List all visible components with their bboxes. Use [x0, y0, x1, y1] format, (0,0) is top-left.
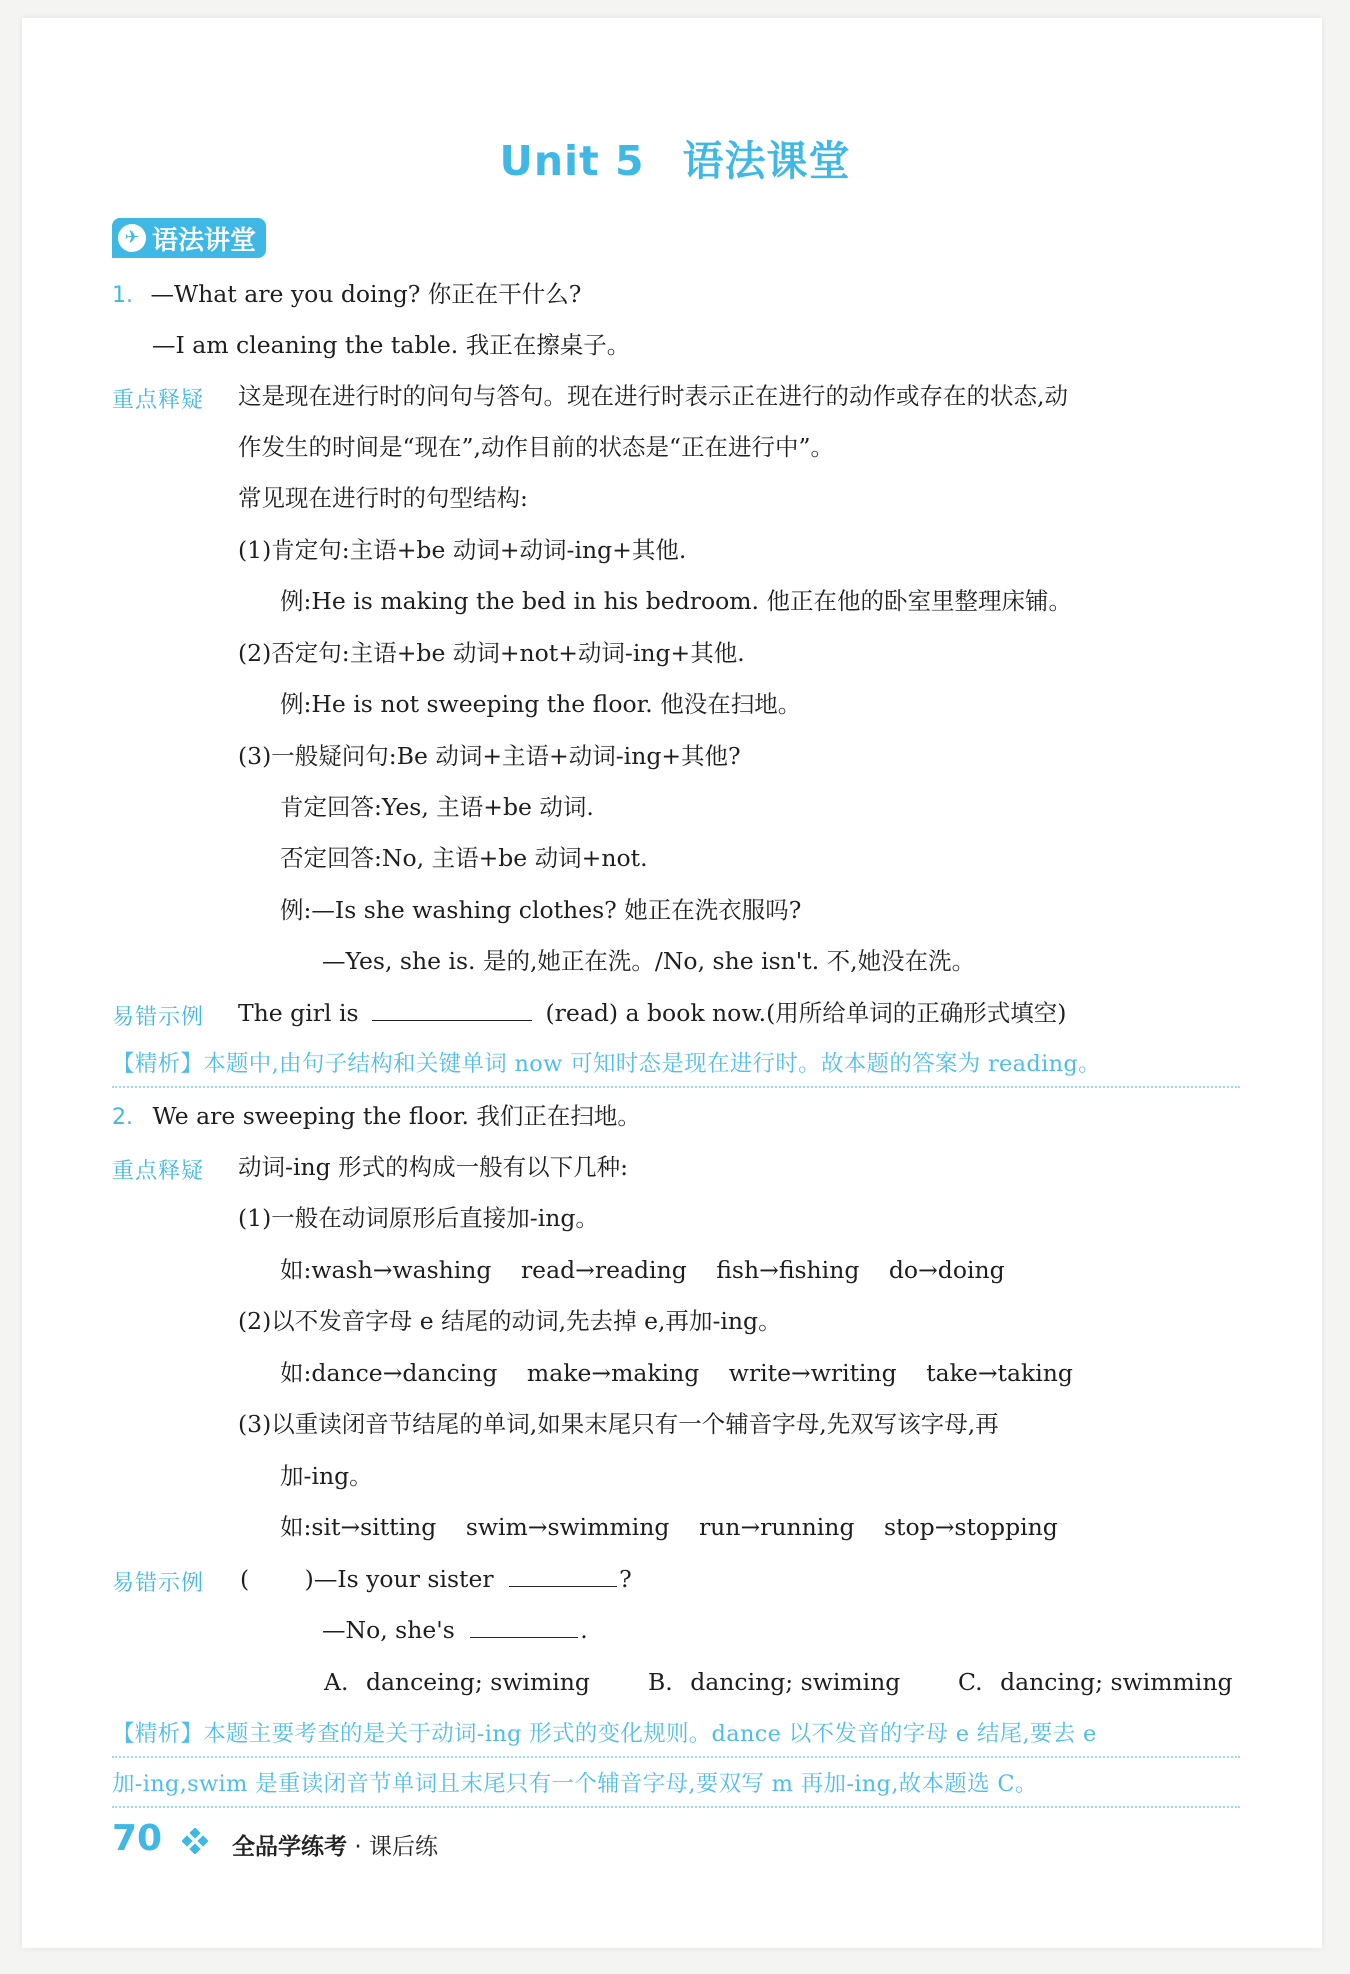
example-word: fish: [716, 1256, 760, 1284]
item2-answer: [322, 1614, 588, 1646]
example-word: do: [888, 1256, 919, 1284]
arrow-icon: →: [340, 1513, 361, 1541]
item1-explain-1: 这是现在进行时的问句与答句。现在进行时表示正在进行的动作或存在的状态,动: [238, 382, 1068, 410]
footer-brand: 全品学练考: [232, 1834, 347, 1860]
unit-topic: 语法课堂: [682, 137, 851, 185]
arrow-icon: →: [527, 1513, 548, 1541]
item2-answer-text: —No, she's: [322, 1616, 455, 1644]
arrow-icon: →: [934, 1513, 955, 1541]
example-word: write: [728, 1359, 792, 1387]
option-c[interactable]: [958, 1666, 1233, 1698]
example-word: take: [926, 1359, 978, 1387]
page-number: 70: [112, 1818, 163, 1859]
item1-error-label: 易错示例: [112, 1005, 205, 1030]
option-key: B.: [648, 1668, 673, 1696]
item1-error-text-a: The girl is: [238, 999, 359, 1027]
item1-number: 1.: [112, 283, 133, 308]
item1-structure-3-example-2: —Yes, she is. 是的,她正在洗。/No, she isn't. 不,她没在洗。: [322, 947, 976, 975]
item2-rule-1: (1)一般在动词原形后直接加-ing。: [238, 1204, 599, 1232]
answer-paren-open: (: [240, 1565, 250, 1593]
item1-structure-2-example: 例:He is not sweeping the floor. 他没在扫地。: [280, 690, 802, 718]
example-word: swimming: [547, 1513, 670, 1541]
item1-answer: —I am cleaning the table. 我正在擦桌子。: [152, 331, 631, 359]
example-prefix: 如:: [280, 1256, 312, 1284]
item1-error-example: [238, 997, 1066, 1029]
answer-blank[interactable]: [509, 1586, 617, 1587]
option-a[interactable]: [324, 1666, 590, 1698]
example-word: washing: [392, 1256, 492, 1284]
item1-structure-2: (2)否定句:主语+be 动词+not+动词-ing+其他.: [238, 639, 745, 667]
dotted-divider: [112, 1756, 1240, 1758]
item1-structure-3-example-1: 例:—Is she washing clothes? 她正在洗衣服吗?: [280, 896, 802, 924]
footer-title: [232, 1828, 438, 1861]
section-badge: [112, 218, 266, 258]
example-word: read: [520, 1256, 576, 1284]
arrow-icon: →: [575, 1256, 595, 1284]
item2-rule-2-examples: [280, 1357, 1073, 1389]
item2-answer-end: .: [580, 1616, 588, 1644]
rocket-icon: ✈: [118, 224, 146, 252]
item2-rule-3-line-2: 加-ing。: [280, 1462, 373, 1490]
item2-key-label: 重点释疑: [112, 1159, 205, 1184]
item1-question: —What are you doing? 你正在干什么?: [150, 280, 582, 308]
item1-key-label: 重点释疑: [112, 388, 205, 413]
item2-sentence: We are sweeping the floor. 我们正在扫地。: [152, 1102, 641, 1130]
example-word: make: [526, 1359, 592, 1387]
item1-analysis-note: 【精析】本题中,由句子结构和关键单词 now 可知时态是现在进行时。故本题的答案为 reading。: [112, 1051, 1101, 1077]
arrow-icon: →: [382, 1359, 403, 1387]
unit-label: Unit 5: [499, 137, 645, 185]
item1-structure-3: (3)一般疑问句:Be 动词+主语+动词-ing+其他?: [238, 742, 741, 770]
example-prefix: 如:: [280, 1359, 312, 1387]
option-key: C.: [958, 1668, 983, 1696]
example-word: taking: [997, 1359, 1073, 1387]
arrow-icon: →: [791, 1359, 811, 1387]
dotted-divider: [112, 1806, 1240, 1808]
example-word: running: [760, 1513, 855, 1541]
example-word: sitting: [360, 1513, 437, 1541]
item2-analysis-note-2: 加-ing,swim 是重读闭音节单词且末尾只有一个辅音字母,要双写 m 再加-ing,故本题选 C。: [112, 1771, 1038, 1797]
item1-question-row: [112, 278, 581, 312]
answer-blank[interactable]: [470, 1637, 578, 1638]
arrow-icon: →: [372, 1256, 393, 1284]
option-text: dancing; swimming: [1000, 1668, 1233, 1696]
example-word: swim: [465, 1513, 528, 1541]
item2-rule-3-line-1: (3)以重读闭音节结尾的单词,如果末尾只有一个辅音字母,先双写该字母,再: [238, 1410, 999, 1438]
option-b[interactable]: [648, 1666, 900, 1698]
arrow-icon: →: [977, 1359, 998, 1387]
item1-explain-3: 常见现在进行时的句型结构:: [238, 484, 528, 512]
item2-rule-1-examples: [280, 1254, 1005, 1286]
page-title: [0, 128, 1350, 187]
arrow-icon: →: [918, 1256, 938, 1284]
dotted-divider: [112, 1086, 1240, 1088]
item2-rule-2: (2)以不发音字母 e 结尾的动词,先去掉 e,再加-ing。: [238, 1307, 782, 1335]
example-word: writing: [810, 1359, 897, 1387]
item1-error-text-b: (read) a book now.(用所给单词的正确形式填空): [545, 999, 1067, 1027]
example-word: reading: [594, 1256, 687, 1284]
option-text: dancing; swiming: [690, 1668, 901, 1696]
item2-question: [240, 1563, 632, 1595]
item2-sentence-row: [112, 1100, 641, 1134]
example-word: doing: [937, 1256, 1005, 1284]
arrow-icon: →: [740, 1513, 761, 1541]
arrow-icon: →: [591, 1359, 612, 1387]
example-word: dancing: [402, 1359, 498, 1387]
example-word: dance: [311, 1359, 383, 1387]
item2-question-text: )—Is your sister: [304, 1565, 494, 1593]
example-word: stopping: [954, 1513, 1058, 1541]
example-word: stop: [883, 1513, 935, 1541]
item2-question-end: ?: [619, 1565, 632, 1593]
section-badge-label: 语法讲堂: [152, 225, 257, 256]
item1-structure-3-no: 否定回答:No, 主语+be 动词+not.: [280, 844, 648, 872]
example-prefix: 如:: [280, 1513, 312, 1541]
item2-analysis-note-1: 【精析】本题主要考查的是关于动词-ing 形式的变化规则。dance 以不发音的字母 e 结尾,要去 e: [112, 1721, 1097, 1747]
option-text: danceing; swiming: [365, 1668, 590, 1696]
diamond-icon: [182, 1828, 208, 1854]
example-word: wash: [311, 1256, 373, 1284]
example-word: making: [611, 1359, 700, 1387]
example-word: sit: [311, 1513, 341, 1541]
example-word: fishing: [778, 1256, 860, 1284]
item2-error-label: 易错示例: [112, 1571, 205, 1596]
item2-number: 2.: [112, 1105, 133, 1130]
item1-structure-3-yes: 肯定回答:Yes, 主语+be 动词.: [280, 793, 594, 821]
example-word: run: [698, 1513, 741, 1541]
arrow-icon: →: [759, 1256, 779, 1284]
option-key: A.: [324, 1668, 349, 1696]
item2-intro: 动词-ing 形式的构成一般有以下几种:: [238, 1153, 629, 1181]
item1-structure-1-example: 例:He is making the bed in his bedroom. 他正在他的卧室里整理床铺。: [280, 587, 1073, 615]
footer-dot: ·: [354, 1834, 362, 1860]
footer-series: 课后练: [368, 1834, 438, 1860]
answer-blank[interactable]: [372, 1020, 532, 1021]
item2-rule-3-examples: [280, 1511, 1058, 1543]
item1-structure-1: (1)肯定句:主语+be 动词+动词-ing+其他.: [238, 536, 687, 564]
item1-explain-2: 作发生的时间是“现在”,动作目前的状态是“正在进行中”。: [238, 433, 835, 461]
